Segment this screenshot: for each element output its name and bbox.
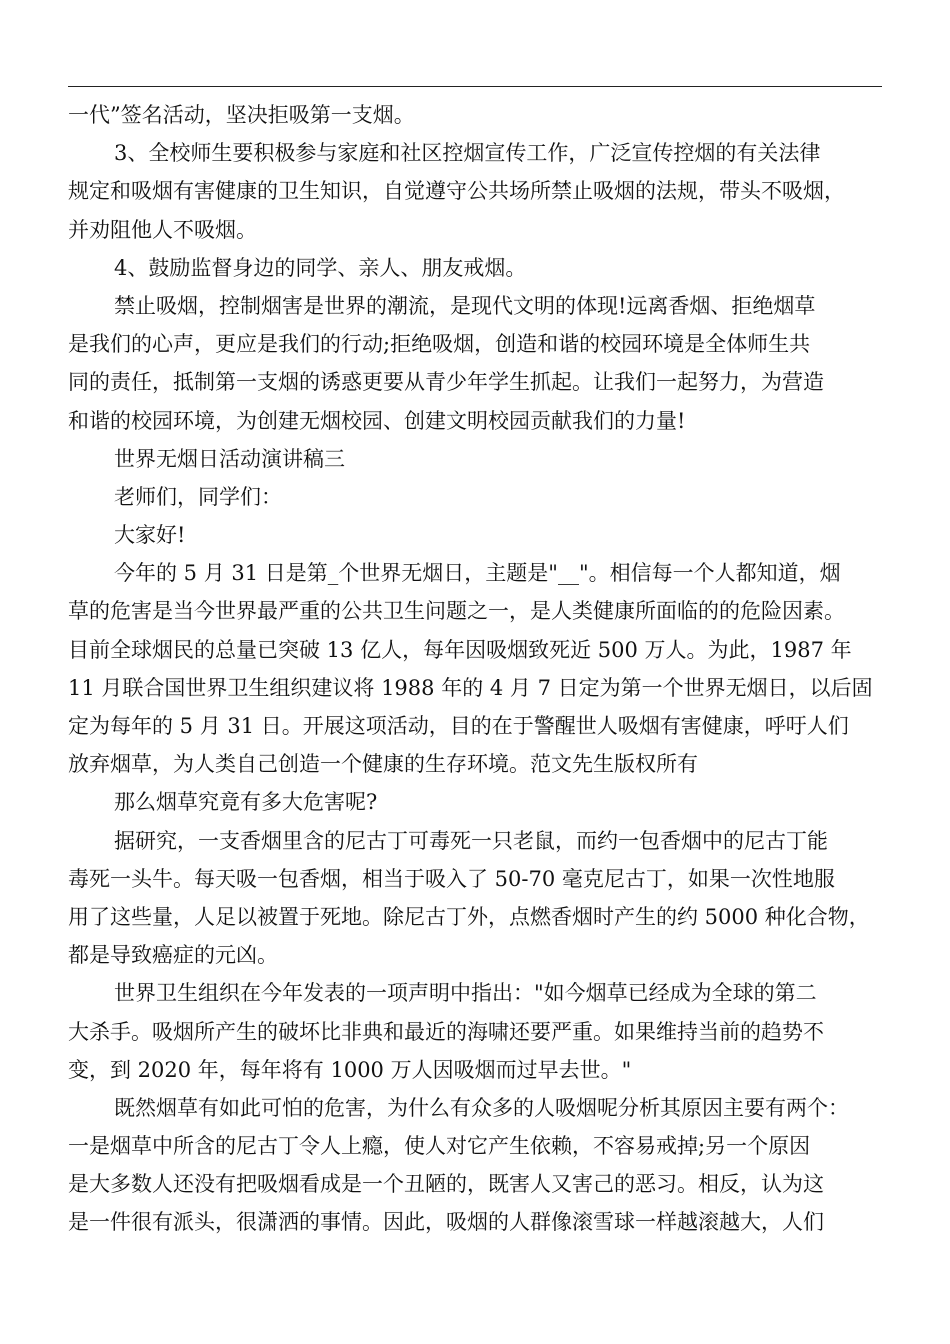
text-line: 4、鼓励监督身边的同学、亲人、朋友戒烟。: [114, 255, 527, 280]
text-line: 老师们，同学们：: [114, 484, 282, 509]
text-line: 今年的 5 月 31 日是第_个世界无烟日，主题是"__"。相信每一个人都知道，烟: [114, 561, 841, 586]
text-line: 用了这些量，人足以被置于死地。除尼古丁外，点燃香烟时产生的约 5000 种化合物，: [68, 904, 870, 929]
text-line: 大家好!: [114, 523, 186, 548]
text-line: 同的责任，抵制第一支烟的诱惑更要从青少年学生抓起。让我们一起努力，为营造: [68, 370, 824, 395]
text-line: 一代”签名活动，坚决拒吸第一支烟。: [68, 103, 415, 127]
text-line: 并劝阻他人不吸烟。: [68, 217, 257, 242]
document-body: [68, 96, 882, 1242]
text-line: 既然烟草有如此可怕的危害，为什么有众多的人吸烟呢分析其原因主要有两个：: [114, 1095, 849, 1120]
text-line: 放弃烟草，为人类自己创造一个健康的生存环境。范文先生版权所有: [68, 752, 698, 777]
text-line: 世界无烟日活动演讲稿三: [114, 446, 345, 471]
text-line: 是我们的心声，更应是我们的行动;拒绝吸烟，创造和谐的校园环境是全体师生共: [68, 332, 811, 357]
header-rule: [68, 86, 882, 87]
text-line: 变，到 2020 年，每年将有 1000 万人因吸烟而过早去世。": [68, 1057, 632, 1082]
text-line: 都是导致癌症的元凶。: [68, 943, 278, 968]
text-line: 11 月联合国世界卫生组织建议将 1988 年的 4 月 7 日定为第一个世界无烟日，以后固: [68, 675, 873, 700]
text-line: 毒死一头牛。每天吸一包香烟，相当于吸入了 50-70 毫克尼古丁，如果一次性地服: [68, 866, 835, 891]
text-line: 规定和吸烟有害健康的卫生知识，自觉遵守公共场所禁止吸烟的法规，带头不吸烟，: [68, 179, 845, 204]
text-line: 大杀手。吸烟所产生的破坏比非典和最近的海啸还要严重。如果维持当前的趋势不: [68, 1019, 824, 1044]
text-line: 和谐的校园环境，为创建无烟校园、创建文明校园贡献我们的力量!: [68, 408, 686, 433]
text-line: 草的危害是当今世界最严重的公共卫生问题之一，是人类健康所面临的的危险因素。: [68, 599, 845, 624]
text-line: 是一件很有派头，很潇洒的事情。因此，吸烟的人群像滚雪球一样越滚越大，人们: [68, 1210, 824, 1235]
text-line: 定为每年的 5 月 31 日。开展这项活动，目的在于警醒世人吸烟有害健康，呼吁人们: [68, 714, 849, 738]
text-line: 世界卫生组织在今年发表的一项声明中指出："如今烟草已经成为全球的第二: [114, 981, 817, 1006]
text-line: 一是烟草中所含的尼古丁令人上瘾，使人对它产生依赖，不容易戒掉;另一个原因: [68, 1134, 811, 1159]
text-line: 是大多数人还没有把吸烟看成是一个丑陋的，既害人又害己的恶习。相反，认为这: [68, 1172, 824, 1197]
text-line: 禁止吸烟，控制烟害是世界的潮流，是现代文明的体现!远离香烟、拒绝烟草: [114, 293, 816, 318]
text-line: 3、全校师生要积极参与家庭和社区控烟宣传工作，广泛宣传控烟的有关法律: [114, 141, 821, 166]
text-line: 目前全球烟民的总量已突破 13 亿人，每年因吸烟致死近 500 万人。为此，1987 年: [68, 637, 852, 662]
text-line: 那么烟草究竟有多大危害呢?: [114, 790, 378, 815]
text-line: 据研究，一支香烟里含的尼古丁可毒死一只老鼠，而约一包香烟中的尼古丁能: [114, 828, 828, 853]
